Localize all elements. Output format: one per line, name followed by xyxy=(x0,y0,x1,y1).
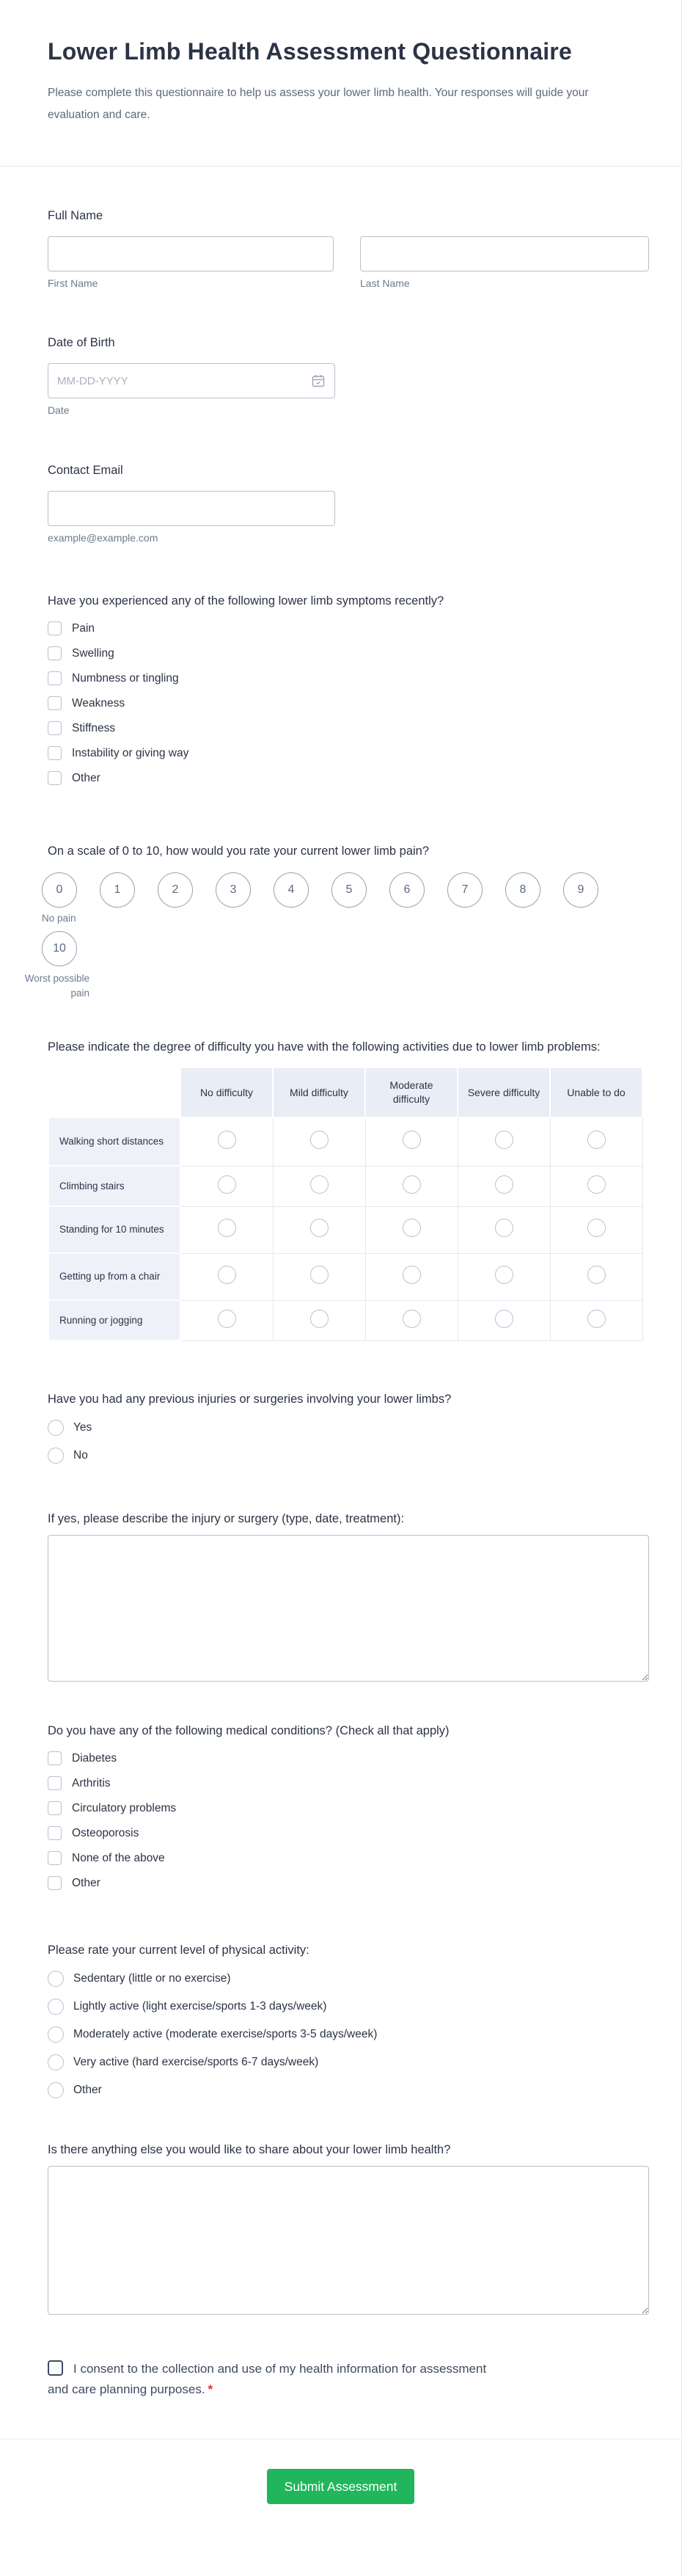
injuries-question: Have you had any previous injuries or surgeries involving your lower limbs? xyxy=(48,1393,452,1406)
scale-option-1[interactable]: 1 xyxy=(100,872,135,908)
page-subtitle: Please complete this questionnaire to help us assess your lower limb health. Your responses will guide your evaluation and care. xyxy=(48,87,589,121)
question-previous-injuries xyxy=(48,1391,649,1464)
email-label: Contact Email xyxy=(48,464,123,477)
checkbox[interactable] xyxy=(48,1876,62,1890)
additional-question: Is there anything else you would like to share about your lower limb health? xyxy=(48,2143,451,2156)
condition-option-arthritis[interactable]: Arthritis xyxy=(48,1775,649,1792)
scale-option-4[interactable]: 4 xyxy=(274,872,309,908)
last-name-sublabel: Last Name xyxy=(360,277,410,289)
symptom-option-stiffness[interactable]: Stiffness xyxy=(48,720,649,737)
form-body xyxy=(0,208,681,2400)
matrix-row-running: Running or jogging xyxy=(48,1300,642,1340)
matrix-radio[interactable] xyxy=(218,1131,236,1149)
field-date-of-birth xyxy=(48,335,649,416)
matrix-corner-cell xyxy=(48,1068,180,1117)
consent-field xyxy=(48,2359,649,2400)
last-name-input[interactable] xyxy=(360,236,649,271)
checkbox[interactable] xyxy=(48,1751,62,1765)
matrix-radio[interactable] xyxy=(310,1310,329,1328)
injuries-option-no[interactable]: No xyxy=(48,1447,649,1464)
scale-option-5[interactable]: 5 xyxy=(331,872,367,908)
activity-option-other[interactable]: Other xyxy=(48,2081,649,2098)
radio[interactable] xyxy=(48,1420,64,1436)
checkbox[interactable] xyxy=(48,721,62,735)
activity-option-lightly-active[interactable]: Lightly active (light exercise/sports 1-3 days/week) xyxy=(48,1998,649,2015)
dob-input[interactable] xyxy=(48,363,335,398)
injury-details-question: If yes, please describe the injury or surgery (type, date, treatment): xyxy=(48,1512,405,1525)
injury-details-textarea[interactable] xyxy=(48,1535,649,1682)
matrix-radio[interactable] xyxy=(310,1219,329,1237)
scale-max-label: Worst possible pain xyxy=(24,973,89,999)
matrix-radio[interactable] xyxy=(495,1131,513,1149)
scale-option-0[interactable]: 0 xyxy=(42,872,77,908)
matrix-col-mild-difficulty: Mild difficulty xyxy=(273,1068,365,1117)
matrix-radio[interactable] xyxy=(403,1219,421,1237)
submit-button[interactable]: Submit Assessment xyxy=(267,2469,415,2504)
scale-option-9[interactable]: 9 xyxy=(563,872,598,908)
form-footer xyxy=(0,2439,681,2550)
full-name-label: Full Name xyxy=(48,209,103,222)
matrix-radio[interactable] xyxy=(218,1266,236,1284)
question-physical-activity xyxy=(48,1942,649,2098)
matrix-question: Please indicate the degree of difficulty you have with the following activities due to lower limb problems: xyxy=(48,1040,601,1054)
condition-option-diabetes[interactable]: Diabetes xyxy=(48,1750,649,1767)
matrix-radio[interactable] xyxy=(495,1266,513,1284)
checkbox[interactable] xyxy=(48,696,62,710)
matrix-radio[interactable] xyxy=(310,1131,329,1149)
matrix-radio[interactable] xyxy=(403,1131,421,1149)
matrix-radio[interactable] xyxy=(310,1175,329,1194)
matrix-radio[interactable] xyxy=(587,1175,606,1194)
checkbox[interactable] xyxy=(48,746,62,760)
symptom-option-pain[interactable]: Pain xyxy=(48,620,649,637)
question-difficulty-matrix xyxy=(48,1038,649,1341)
checkbox[interactable] xyxy=(48,1776,62,1790)
difficulty-matrix-table xyxy=(48,1067,643,1341)
matrix-row-walking: Walking short distances xyxy=(48,1117,642,1166)
matrix-radio[interactable] xyxy=(403,1175,421,1194)
consent-label: I consent to the collection and use of my health information for assessment and care planning purposes. xyxy=(48,2362,487,2396)
dob-label: Date of Birth xyxy=(48,336,115,349)
injuries-option-yes[interactable]: Yes xyxy=(48,1419,649,1436)
matrix-radio[interactable] xyxy=(587,1219,606,1237)
matrix-radio[interactable] xyxy=(587,1266,606,1284)
activity-option-sedentary[interactable]: Sedentary (little or no exercise) xyxy=(48,1970,649,1987)
pain-scale-question: On a scale of 0 to 10, how would you rate your current lower limb pain? xyxy=(48,844,430,858)
matrix-radio[interactable] xyxy=(495,1310,513,1328)
symptom-option-weakness[interactable]: Weakness xyxy=(48,695,649,712)
condition-option-other[interactable]: Other xyxy=(48,1875,649,1891)
question-medical-conditions xyxy=(48,1723,649,1891)
dob-sublabel: Date xyxy=(48,404,70,416)
matrix-row-climbing-stairs: Climbing stairs xyxy=(48,1166,642,1206)
page-title: Lower Limb Health Assessment Questionnaire xyxy=(48,38,572,65)
scale-option-3[interactable]: 3 xyxy=(216,872,251,908)
matrix-row-standing: Standing for 10 minutes xyxy=(48,1206,642,1253)
condition-option-circulatory[interactable]: Circulatory problems xyxy=(48,1800,649,1817)
matrix-col-no-difficulty: No difficulty xyxy=(180,1068,273,1117)
activity-option-very-active[interactable]: Very active (hard exercise/sports 6-7 days/week) xyxy=(48,2054,649,2070)
scale-option-10[interactable]: 10 xyxy=(42,931,77,966)
condition-option-none[interactable]: None of the above xyxy=(48,1850,649,1867)
activity-question: Please rate your current level of physical activity: xyxy=(48,1944,309,1957)
matrix-radio[interactable] xyxy=(218,1219,236,1237)
checkbox[interactable] xyxy=(48,621,62,635)
checkbox[interactable] xyxy=(48,646,62,660)
activity-option-moderately-active[interactable]: Moderately active (moderate exercise/sports 3-5 days/week) xyxy=(48,2026,649,2043)
question-injury-details xyxy=(48,1511,649,1682)
matrix-radio[interactable] xyxy=(310,1266,329,1284)
email-input[interactable] xyxy=(48,491,335,526)
email-sublabel: example@example.com xyxy=(48,532,158,544)
symptoms-question: Have you experienced any of the following lower limb symptoms recently? xyxy=(48,594,444,607)
matrix-col-moderate-difficulty: Moderate difficulty xyxy=(365,1068,458,1117)
matrix-radio[interactable] xyxy=(218,1310,236,1328)
conditions-question: Do you have any of the following medical conditions? (Check all that apply) xyxy=(48,1724,450,1737)
checkbox[interactable] xyxy=(48,771,62,785)
radio[interactable] xyxy=(48,2026,64,2043)
checkbox[interactable] xyxy=(48,1801,62,1815)
additional-info-textarea[interactable] xyxy=(48,2166,649,2315)
matrix-radio[interactable] xyxy=(403,1310,421,1328)
scale-option-2[interactable]: 2 xyxy=(158,872,193,908)
checkbox[interactable] xyxy=(48,1851,62,1865)
question-pain-scale xyxy=(24,843,649,1001)
scale-option-7[interactable]: 7 xyxy=(447,872,483,908)
question-symptoms xyxy=(48,593,649,787)
symptom-option-swelling[interactable]: Swelling xyxy=(48,645,649,662)
radio[interactable] xyxy=(48,2082,64,2098)
scale-option-6[interactable]: 6 xyxy=(389,872,425,908)
radio[interactable] xyxy=(48,1971,64,1987)
checkbox[interactable] xyxy=(48,1826,62,1840)
consent-checkbox[interactable] xyxy=(48,2360,63,2376)
symptom-option-other[interactable]: Other xyxy=(48,770,649,787)
question-additional-info xyxy=(48,2142,649,2315)
first-name-input[interactable] xyxy=(48,236,334,271)
matrix-radio[interactable] xyxy=(218,1175,236,1194)
calendar-icon[interactable] xyxy=(311,373,326,388)
field-contact-email xyxy=(48,462,649,544)
matrix-row-getting-up: Getting up from a chair xyxy=(48,1253,642,1300)
matrix-radio[interactable] xyxy=(495,1219,513,1237)
condition-option-osteoporosis[interactable]: Osteoporosis xyxy=(48,1825,649,1842)
radio[interactable] xyxy=(48,1448,64,1464)
matrix-radio[interactable] xyxy=(495,1175,513,1194)
matrix-radio[interactable] xyxy=(403,1266,421,1284)
scale-option-8[interactable]: 8 xyxy=(505,872,540,908)
symptom-option-numbness[interactable]: Numbness or tingling xyxy=(48,670,649,687)
required-asterisk: * xyxy=(208,2382,213,2396)
checkbox[interactable] xyxy=(48,671,62,685)
matrix-radio[interactable] xyxy=(587,1310,606,1328)
radio[interactable] xyxy=(48,2054,64,2070)
first-name-sublabel: First Name xyxy=(48,277,98,289)
matrix-radio[interactable] xyxy=(587,1131,606,1149)
matrix-col-severe-difficulty: Severe difficulty xyxy=(458,1068,550,1117)
field-full-name xyxy=(48,208,649,289)
form-header xyxy=(0,0,681,167)
scale-min-label: No pain xyxy=(42,913,76,924)
pain-scale-row xyxy=(42,872,649,908)
matrix-col-unable-to-do: Unable to do xyxy=(550,1068,642,1117)
radio[interactable] xyxy=(48,1999,64,2015)
symptom-option-instability[interactable]: Instability or giving way xyxy=(48,745,649,762)
